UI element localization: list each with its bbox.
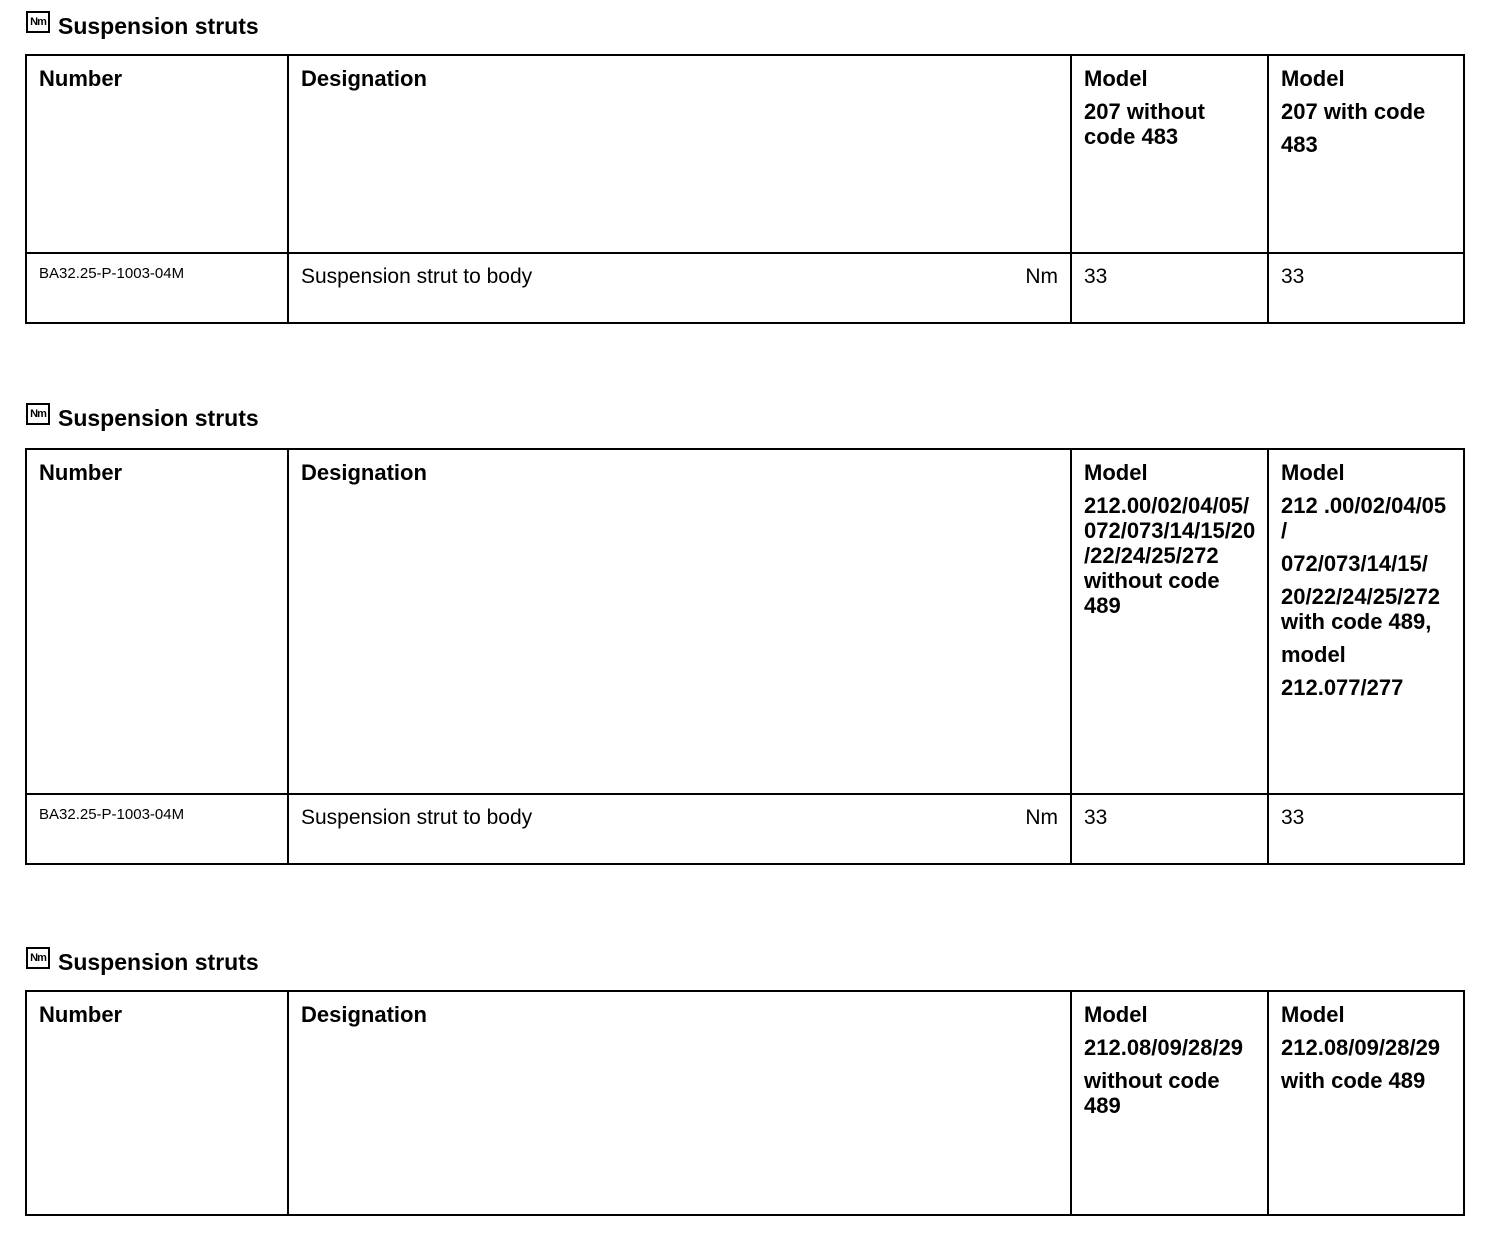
model-line: 207 with code xyxy=(1281,99,1426,124)
model-label: Model xyxy=(1084,66,1148,91)
row-number: BA32.25-P-1003-04M xyxy=(26,794,288,864)
torque-table xyxy=(25,54,1465,324)
model-line: 489 xyxy=(1084,593,1121,618)
section-title xyxy=(26,402,259,434)
section-title-text: Suspension struts xyxy=(58,948,259,975)
section-title-text: Suspension struts xyxy=(58,12,259,39)
header-model-a xyxy=(1071,55,1268,253)
model-label: Model xyxy=(1281,1002,1345,1027)
table-header-row xyxy=(26,449,1464,794)
header-model-b xyxy=(1268,449,1464,794)
model-line: 207 without xyxy=(1084,99,1206,124)
model-line: 212 .00/02/04/05 xyxy=(1281,493,1447,518)
row-designation-cell xyxy=(288,253,1071,323)
model-line: /22/24/25/272 xyxy=(1084,543,1219,568)
row-value-b: 33 xyxy=(1268,794,1464,864)
table-row xyxy=(26,253,1464,323)
torque-nm-icon: Nm xyxy=(26,403,50,425)
header-model-a xyxy=(1071,991,1268,1215)
header-number: Number xyxy=(26,55,288,253)
row-designation: Suspension strut to body xyxy=(301,806,533,829)
model-line: / xyxy=(1281,518,1288,543)
model-variant xyxy=(1084,1035,1255,1118)
section-title xyxy=(26,946,259,978)
header-number: Number xyxy=(26,449,288,794)
model-label: Model xyxy=(1281,460,1345,485)
table-row xyxy=(26,794,1464,864)
header-number: Number xyxy=(26,991,288,1215)
model-line: model xyxy=(1281,642,1346,667)
row-unit: Nm xyxy=(1025,265,1058,288)
row-designation-cell xyxy=(288,794,1071,864)
model-line: 072/073/14/15/20 xyxy=(1084,518,1256,543)
row-designation: Suspension strut to body xyxy=(301,265,533,288)
model-label: Model xyxy=(1084,1002,1148,1027)
model-variant xyxy=(1281,493,1451,700)
torque-table xyxy=(25,990,1465,1216)
torque-nm-icon: Nm xyxy=(26,11,50,33)
header-model-b xyxy=(1268,991,1464,1215)
torque-nm-icon: Nm xyxy=(26,947,50,969)
header-model-a xyxy=(1071,449,1268,794)
header-designation: Designation xyxy=(288,449,1071,794)
model-line: 212.077/277 xyxy=(1281,675,1404,700)
model-line: 212.08/09/28/29 xyxy=(1084,1035,1244,1060)
model-variant xyxy=(1281,1035,1451,1093)
model-line: without code xyxy=(1084,1068,1220,1093)
header-designation: Designation xyxy=(288,991,1071,1215)
model-label: Model xyxy=(1281,66,1345,91)
model-variant xyxy=(1084,99,1255,149)
table-header-row xyxy=(26,55,1464,253)
torque-table xyxy=(25,448,1465,865)
model-variant xyxy=(1084,493,1255,618)
model-line: 212.08/09/28/29 xyxy=(1281,1035,1441,1060)
model-line: 20/22/24/25/272 xyxy=(1281,584,1441,609)
model-line: code 483 xyxy=(1084,124,1179,149)
model-line: 072/073/14/15/ xyxy=(1281,551,1428,576)
section-title-text: Suspension struts xyxy=(58,404,259,431)
header-designation: Designation xyxy=(288,55,1071,253)
model-line: 212.00/02/04/05/ xyxy=(1084,493,1250,518)
model-line: with code 489 xyxy=(1281,1068,1426,1093)
section-title xyxy=(26,10,259,42)
model-variant xyxy=(1281,99,1451,157)
header-model-b xyxy=(1268,55,1464,253)
row-value-b: 33 xyxy=(1268,253,1464,323)
table-header-row xyxy=(26,991,1464,1215)
row-value-a: 33 xyxy=(1071,253,1268,323)
model-line: with code 489, xyxy=(1281,609,1432,634)
model-line: 489 xyxy=(1084,1093,1121,1118)
row-number: BA32.25-P-1003-04M xyxy=(26,253,288,323)
row-value-a: 33 xyxy=(1071,794,1268,864)
row-unit: Nm xyxy=(1025,806,1058,829)
model-line: 483 xyxy=(1281,132,1318,157)
model-label: Model xyxy=(1084,460,1148,485)
model-line: without code xyxy=(1084,568,1220,593)
